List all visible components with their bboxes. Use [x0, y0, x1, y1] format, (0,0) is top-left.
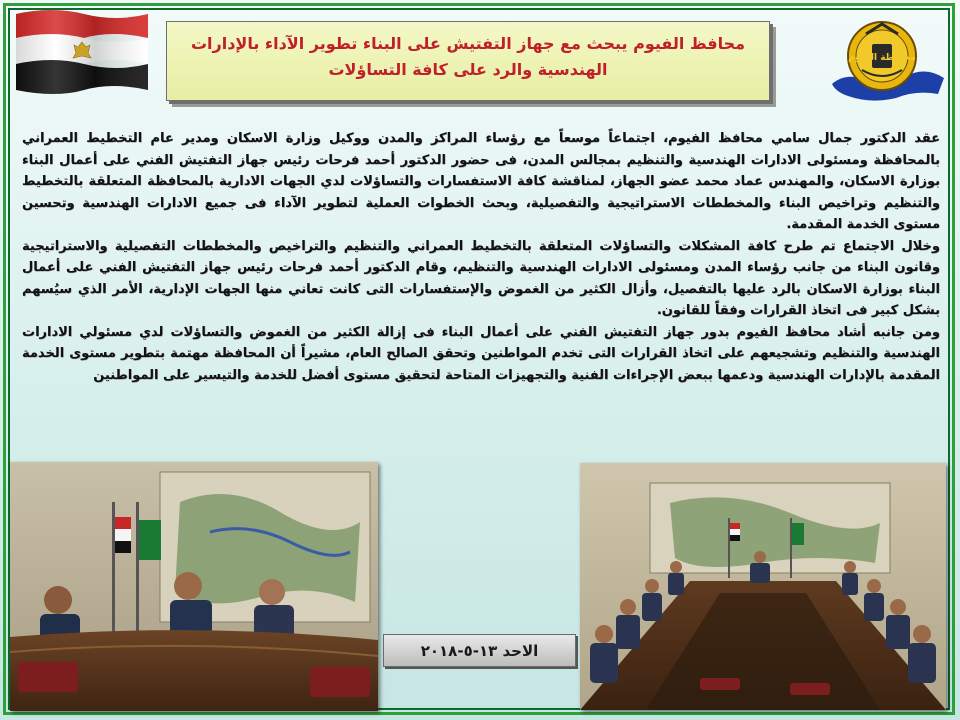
article-paragraph: ومن جانبه أشاد محافظ الفيوم بدور جهاز التفتيش الفني على أعمال البناء فى إزالة الكثير من الغموض والتساؤلات لدي مسئولي الادارات الهندسية والتنظيم وتشجيعهم على اتخاذ القرارات التى تخدم المواطنين وتحقق الصالح العام، مشيراً أن المحافظة مهتمة بتطوير مستوى الخدمة المقدمة بالإدارات الهندسية ودعمها ببعض الإجراءات الفنية والتجهيزات المتاحة لتحقيق مستوى أفضل للخدمة والتيسير على المواطنين — [22, 324, 940, 383]
article-body — [22, 128, 940, 458]
date-text: الاحد ١٣-٥-٢٠١٨ — [420, 642, 539, 660]
title-box — [166, 21, 770, 101]
date-badge — [383, 634, 576, 667]
meeting-photo-right — [580, 463, 946, 710]
logo-text: محافظة الفيوم — [848, 53, 916, 63]
egypt-flag-icon — [12, 6, 152, 98]
fayoum-logo-icon — [826, 14, 948, 104]
article-paragraph: وخلال الاجتماع تم طرح كافة المشكلات والتساؤلات المتعلقة بالتخطيط العمراني والتنظيم والتراخيص والمخططات التفصيلية والاستراتيجية وقانون البناء من جانب رؤساء المدن ومسئولى الادارات الهندسية والتنظيم، وقام الدكتور أحمد فرحات رئيس جهاز التفتيش الفني على أعمال البناء بوزارة الاسكان بالرد عليها بالتفصيل، وأزال الكثير من الغموض والإستفسارات التى كانت تعاني منها الجهات الإدارية، الأمر الذي سيُسهم بشكل كبير فى اتخاذ القرارات وفقاً للقانون. — [22, 238, 940, 318]
article-paragraph: عقد الدكتور جمال سامي محافظ الفيوم، اجتماعاً موسعاً مع رؤساء المراكز والمدن ووكيل وزارة الاسكان ومدير عام التخطيط العمراني بالمحافظة ومسئولى الادارات الهندسية والتنظيم بمجالس المدن، فى حضور الدكتور أحمد فرحات رئيس جهاز التفتيش الفني على أعمال البناء بوزارة الاسكان، والمهندس عماد محمد عضو الجهاز، لمناقشة كافة الاستفسارات والتساؤلات لدي الجهات الادارية بالمحافظة المتعلقة بالتخطيط والتنظيم وتراخيص البناء والمخططات الاستراتيجية والتفصيلية، وبحث الخطوات العملية لتطوير الآداء فى جميع الادارات الهندسية وتحسين مستوى الخدمة المقدمة. — [22, 131, 940, 232]
meeting-photo-left — [10, 462, 378, 711]
page-title: محافظ الفيوم يبحث مع جهاز التفتيش على البناء تطوير الآداء بالإدارات الهندسية والرد على كافة التساؤلات — [190, 34, 746, 79]
